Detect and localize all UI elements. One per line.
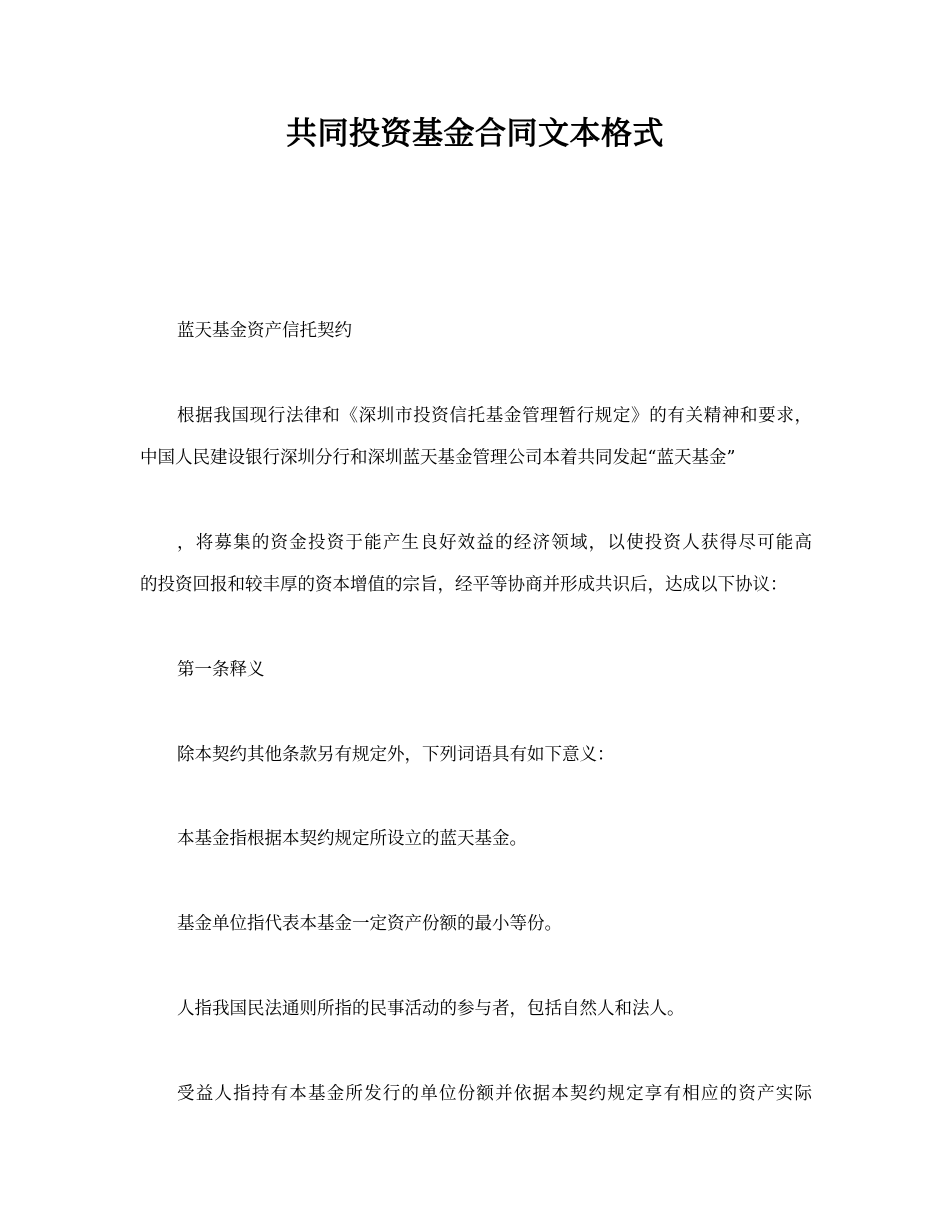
paragraph-line: 受益人指持有本基金所发行的单位份额并依据本契约规定享有相应的资产实际 (177, 1084, 812, 1104)
paragraph-line: 除本契约其他条款另有规定外，下列词语具有如下意义： (177, 745, 615, 765)
definition-person (140, 995, 812, 1023)
paragraph-contract-name (140, 317, 812, 345)
definition-fund (140, 825, 812, 853)
paragraph-line: ，将募集的资金投资于能产生良好效益的经济领域，以使投资人获得尽可能高 (177, 533, 812, 553)
paragraph-preamble (140, 402, 812, 472)
paragraph-line: 中国人民建设银行深圳分行和深圳蓝天基金管理公司本着共同发起“蓝天基金” (140, 448, 736, 468)
paragraph-line: 本基金指根据本契约规定所设立的蓝天基金。 (177, 829, 527, 849)
paragraph-line: 根据我国现行法律和《深圳市投资信托基金管理暂行规定》的有关精神和要求， (177, 406, 812, 426)
paragraph-line: 蓝天基金资产信托契约 (177, 321, 352, 341)
article-heading (140, 656, 812, 684)
paragraph-purpose (140, 529, 812, 599)
paragraph-line: 基金单位指代表本基金一定资产份额的最小等份。 (177, 914, 562, 934)
paragraph-definitions-intro (140, 741, 812, 769)
definition-fund-unit (140, 910, 812, 938)
paragraph-line: 人指我国民法通则所指的民事活动的参与者，包括自然人和法人。 (177, 999, 685, 1019)
definition-beneficiary (140, 1080, 812, 1108)
document-title: 共同投资基金合同文本格式 (286, 116, 664, 152)
paragraph-line: 的投资回报和较丰厚的资本增值的宗旨，经平等协商并形成共识后，达成以下协议： (140, 575, 788, 595)
paragraph-line: 第一条释义 (177, 660, 265, 680)
